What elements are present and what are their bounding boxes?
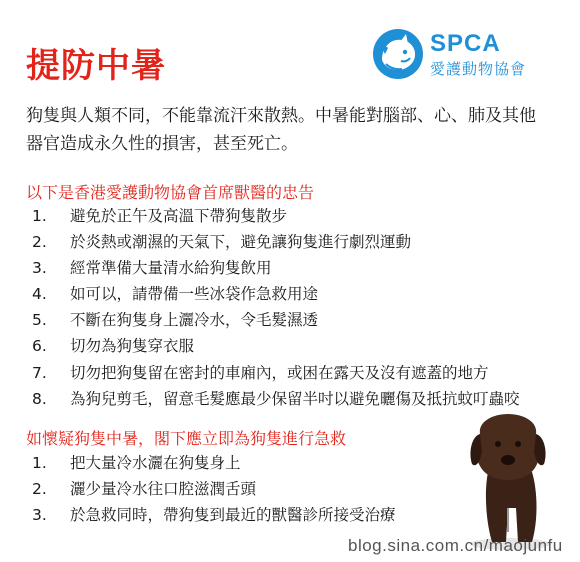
- puppy-photo: [458, 412, 558, 552]
- item-text: 於炎熱或潮濕的天氣下，避免讓狗隻進行劇烈運動: [70, 233, 412, 252]
- item-number: 1.: [32, 207, 47, 225]
- item-text: 經常準備大量清水給狗隻飲用: [70, 259, 272, 278]
- item-number: 3.: [32, 506, 47, 525]
- spca-logo: [372, 28, 547, 80]
- item-text: 為狗兒剪毛，留意毛髮應最少保留半吋以避免曬傷及抵抗蚊叮蟲咬: [70, 389, 520, 408]
- item-number: 8.: [32, 389, 47, 408]
- item-number: 3.: [32, 259, 47, 278]
- logo-text-en: SPCA: [430, 30, 501, 57]
- item-text: 於急救同時，帶狗隻到最近的獸醫診所接受治療: [70, 506, 396, 525]
- advice-heading: 以下是香港愛護動物協會首席獸醫的忠告: [26, 183, 315, 202]
- item-number: 1.: [32, 454, 47, 472]
- item-number: 2.: [32, 233, 47, 252]
- item-number: 4.: [32, 285, 47, 304]
- item-text: 切勿把狗隻留在密封的車廂內，或困在露天及沒有遮蓋的地方: [70, 363, 489, 382]
- item-text: 切勿為狗隻穿衣服: [70, 337, 195, 356]
- poster-title: 提防中暑: [26, 46, 166, 86]
- item-text: 把大量冷水灑在狗隻身上: [70, 454, 241, 472]
- first-aid-heading: 如懷疑狗隻中暑，閣下應立即為狗隻進行急救: [26, 429, 347, 448]
- item-text: 如可以，請帶備一些冰袋作急救用途: [70, 285, 319, 304]
- spca-dog-cat-logo-icon: [372, 28, 424, 80]
- intro-paragraph: 狗隻與人類不同，不能靠流汗來散熱。中暑能對腦部、心、肺及其他器官造成永久性的損害，甚至死亡。: [26, 106, 536, 154]
- logo-text-zh: 愛護動物協會: [430, 60, 527, 78]
- item-number: 5.: [32, 311, 47, 330]
- item-number: 2.: [32, 480, 47, 499]
- item-text: 不斷在狗隻身上灑冷水，令毛髮濕透: [70, 311, 319, 330]
- item-text: 避免於正午及高溫下帶狗隻散步: [70, 207, 288, 225]
- item-text: 灑少量冷水往口腔滋潤舌頭: [70, 480, 257, 499]
- watermark: blog.sina.com.cn/maojunfu: [348, 536, 563, 555]
- item-number: 6.: [32, 337, 47, 356]
- item-number: 7.: [32, 363, 47, 382]
